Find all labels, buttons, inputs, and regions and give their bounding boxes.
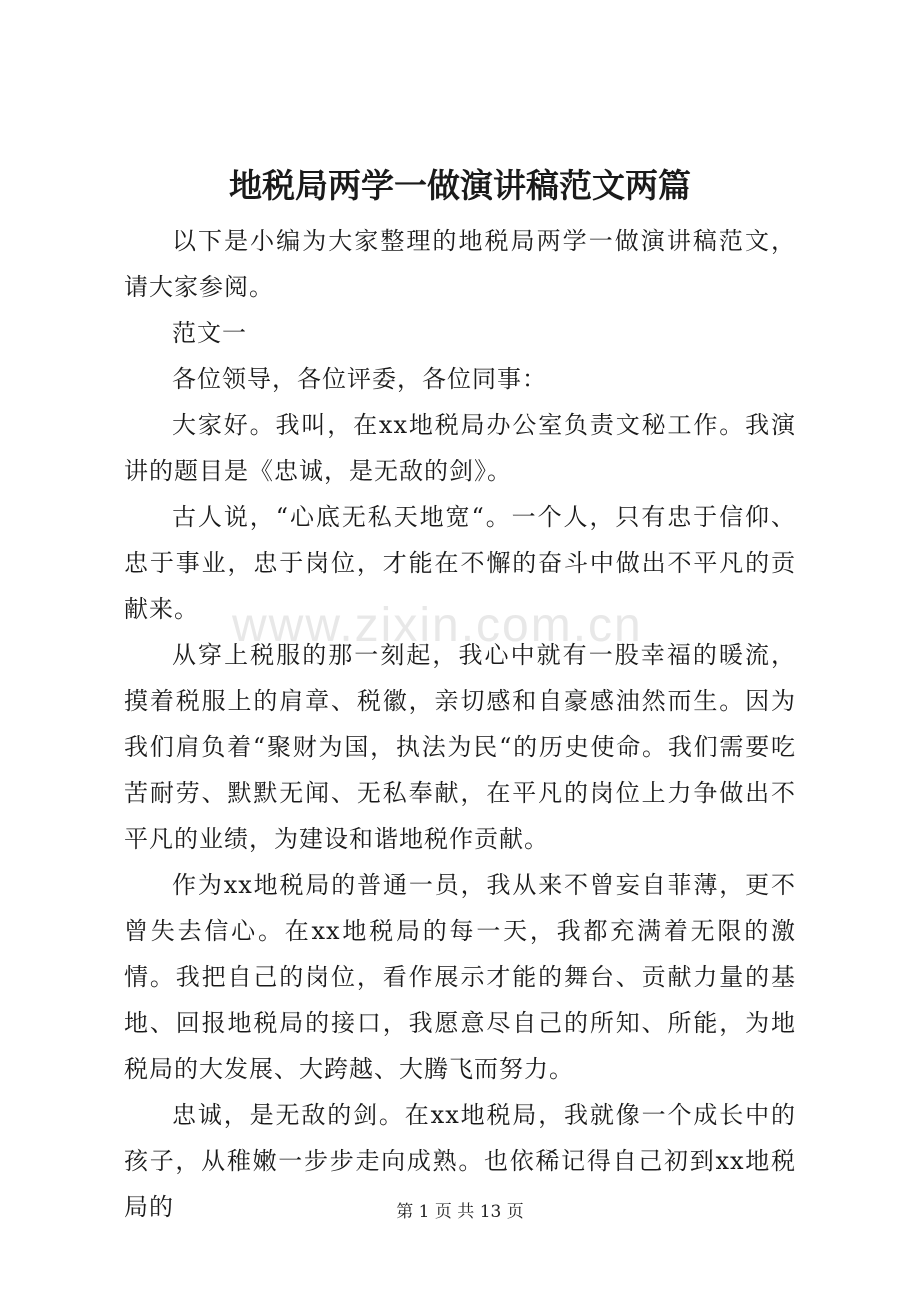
- paragraph-greeting: 大家好。我叫，在xx地税局办公室负责文秘工作。我演讲的题目是《忠诚，是无敌的剑》。: [124, 411, 796, 485]
- paragraph-salutation: 各位领导，各位评委，各位同事：: [172, 365, 547, 393]
- paragraph-quote: 古人说，“心底无私天地宽“。一个人，只有忠于信仰、忠于事业，忠于岗位，才能在不懈的奋斗中做出不平凡的贡献来。: [124, 503, 796, 623]
- paragraph-section-heading: 范文一: [172, 319, 247, 347]
- document-title: 地税局两学一做演讲稿范文两篇: [229, 166, 691, 205]
- paragraph-uniform: 从穿上税服的那一刻起，我心中就有一股幸福的暖流，摸着税服上的肩章、税徽，亲切感和自豪感油然而生。因为我们肩负着“聚财为国，执法为民“的历史使命。我们需要吃苦耐劳、默默无闻、无私奉献，在平凡的岗位上力争做出不平凡的业绩，为建设和谐地税作贡献。: [124, 641, 796, 853]
- paragraph-intro: 以下是小编为大家整理的地税局两学一做演讲稿范文，请大家参阅。: [124, 227, 796, 301]
- paragraph-ordinary-member: 作为xx地税局的普通一员，我从来不曾妄自菲薄，更不曾失去信心。在xx地税局的每一天，我都充满着无限的激情。我把自己的岗位，看作展示才能的舞台、贡献力量的基地、回报地税局的接口，我愿意尽自己的所知、所能，为地税局的大发展、大跨越、大腾飞而努力。: [124, 871, 796, 1083]
- document-body: [124, 218, 796, 1230]
- paragraph-loyalty: 忠诚，是无敌的剑。在xx地税局，我就像一个成长中的孩子，从稚嫩一步步走向成熟。也依稀记得自己初到xx地税局的: [124, 1101, 796, 1221]
- watermark: www.zixin.com.cn: [232, 599, 643, 652]
- page-footer: 第 1 页 共 13 页: [396, 1202, 524, 1222]
